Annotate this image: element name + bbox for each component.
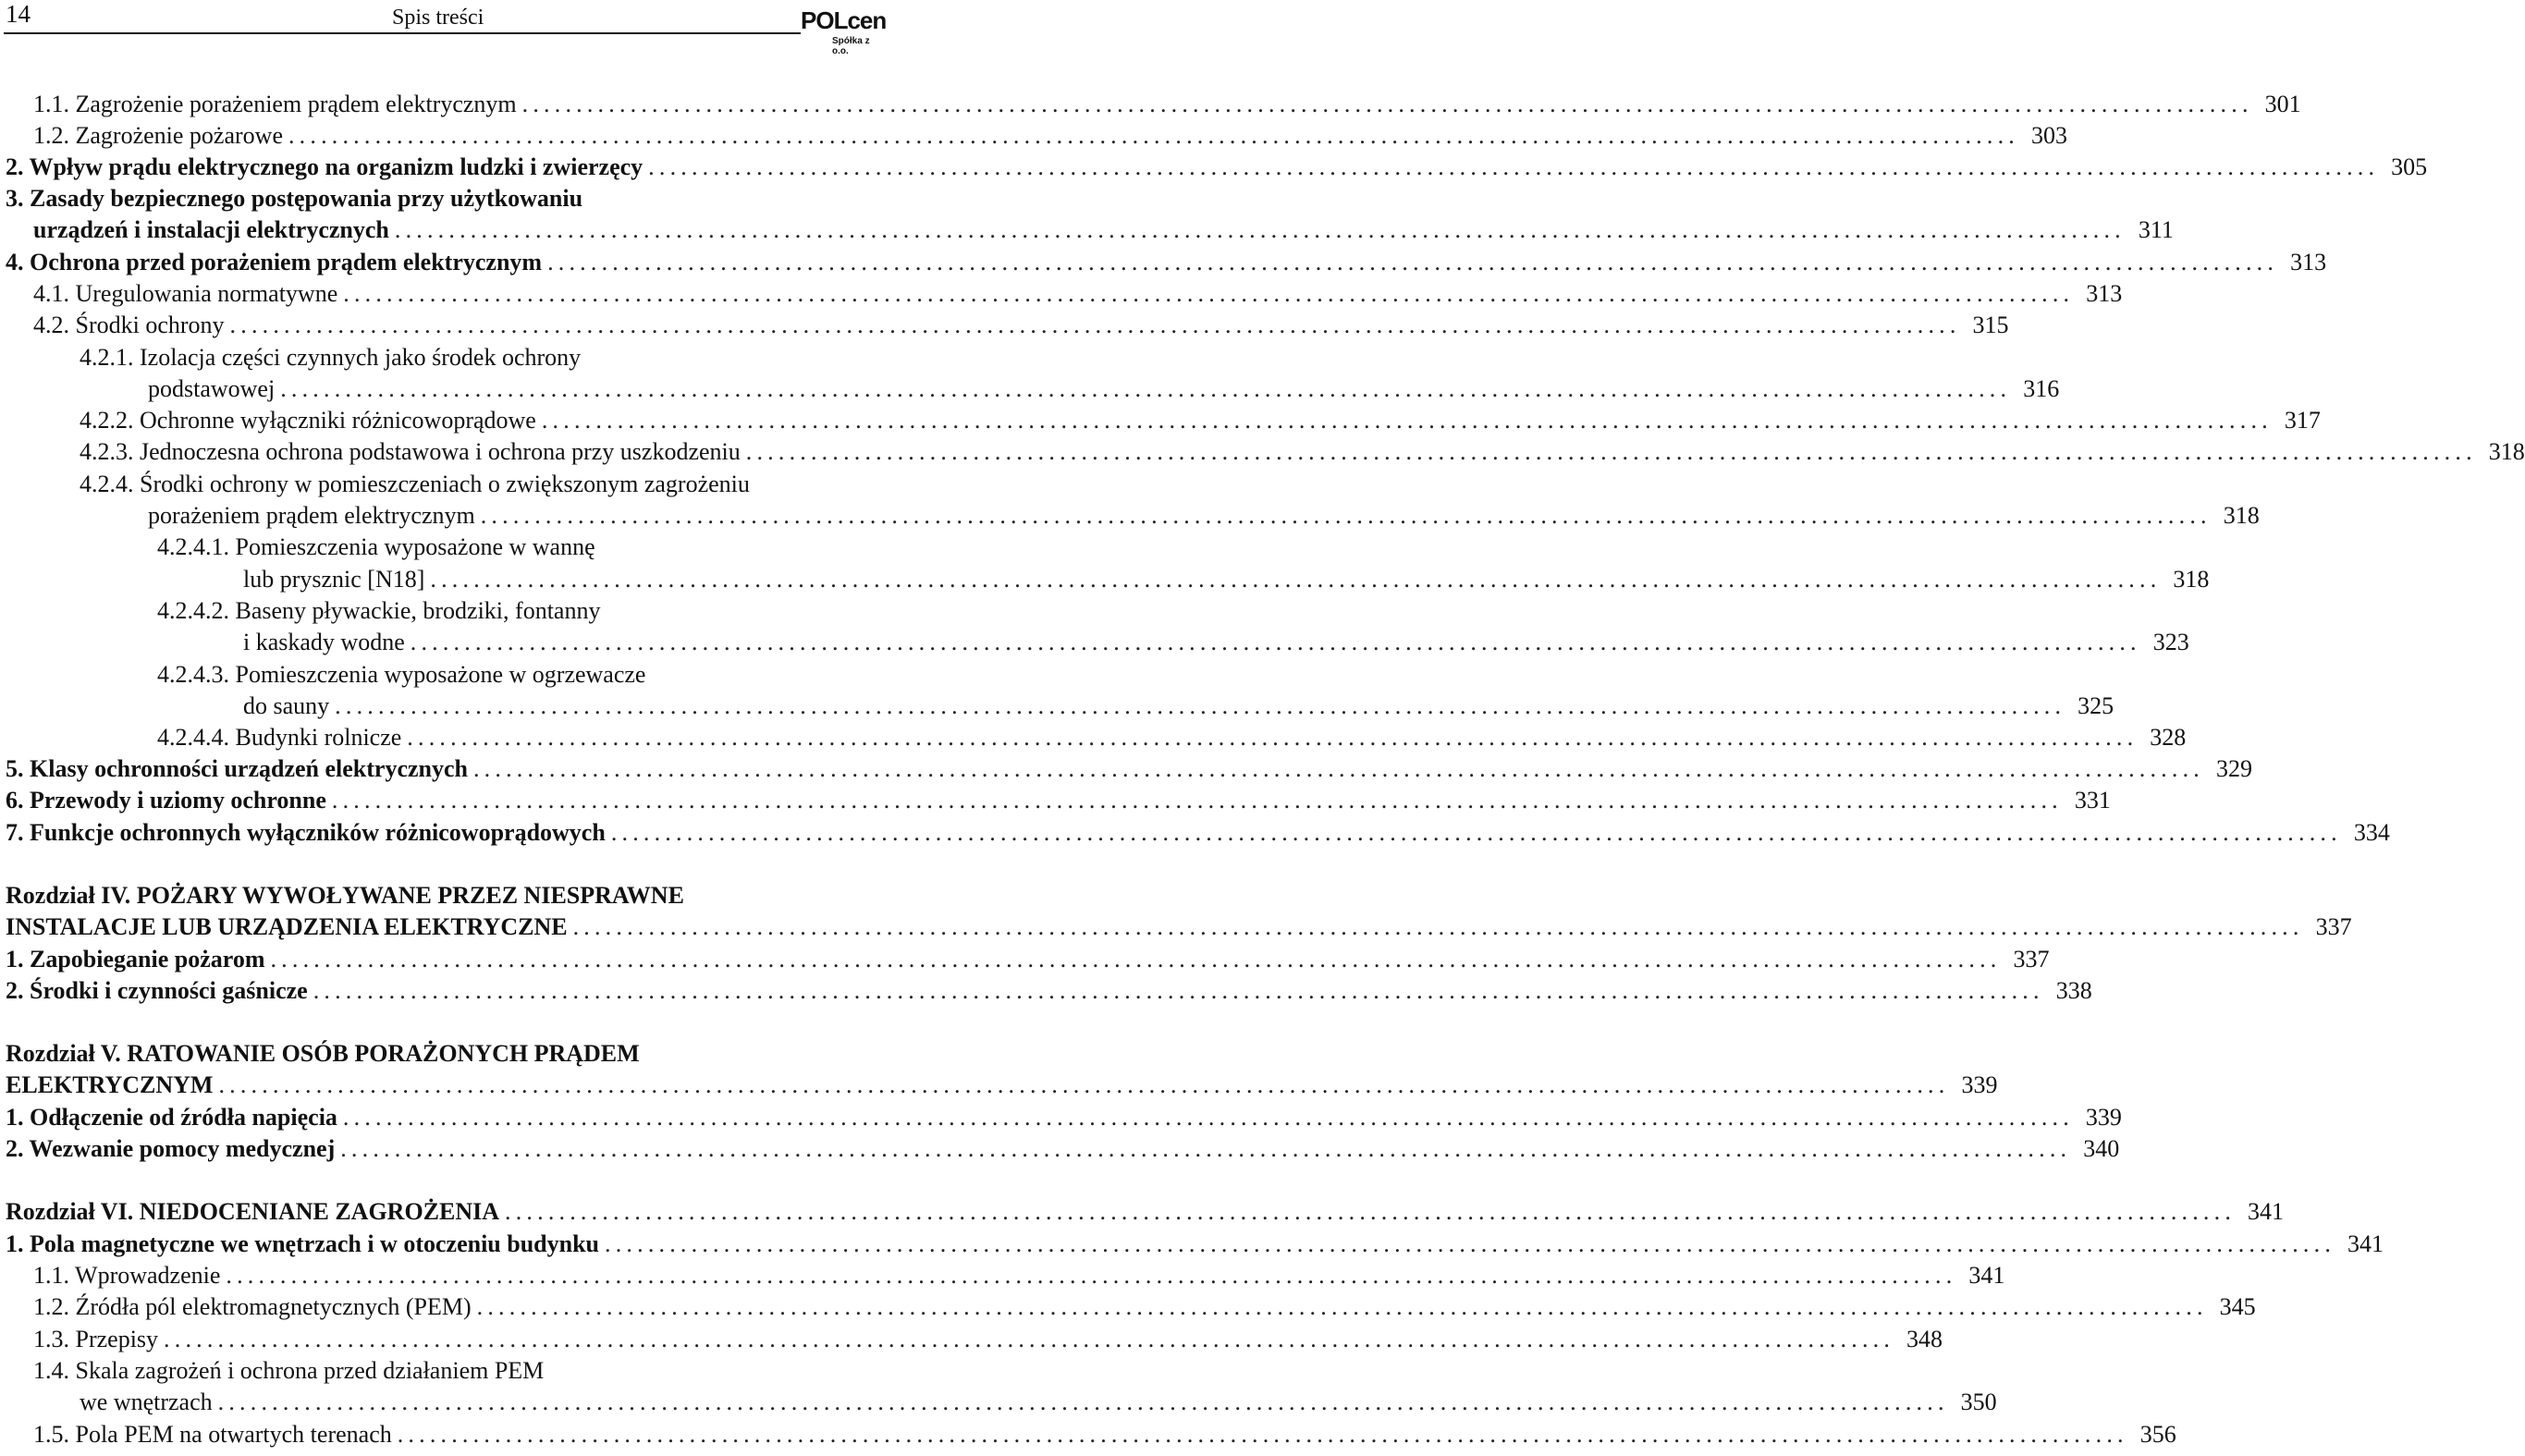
toc-entry-page: 356 bbox=[2139, 1421, 2176, 1448]
toc-entry-title: we wnętrzach bbox=[80, 1389, 213, 1415]
dot-leader: ................................................................................................................................................................ bbox=[397, 1421, 2128, 1448]
toc-entry-page: 313 bbox=[2290, 249, 2327, 275]
toc-entry-page: 334 bbox=[2353, 819, 2390, 846]
dot-leader: ................................................................................................................................................................ bbox=[480, 502, 2212, 529]
toc-entry-title: 4.2. Środki ochrony bbox=[33, 312, 225, 338]
toc-entry bbox=[6, 1102, 2122, 1133]
toc-entry bbox=[6, 753, 2252, 785]
toc-entry-page: 350 bbox=[1960, 1389, 1997, 1415]
toc-entry-page: 337 bbox=[2013, 946, 2050, 973]
dot-leader: ................................................................................................................................................................ bbox=[288, 122, 2019, 149]
toc-entry-title: INSTALACJE LUB URZĄDZENIA ELEKTRYCZNE bbox=[6, 913, 568, 940]
toc-entry bbox=[33, 1419, 2176, 1450]
toc-entry-title: 7. Funkcje ochronnych wyłączników różnicowoprądowych bbox=[6, 819, 606, 846]
dot-leader: ................................................................................................................................................................ bbox=[164, 1326, 1895, 1352]
toc-entry-page: 341 bbox=[2248, 1198, 2285, 1225]
toc-entry-title: 1.1. Wprowadzenie bbox=[33, 1262, 221, 1289]
dot-leader: ................................................................................................................................................................ bbox=[270, 946, 2002, 973]
toc-entry bbox=[6, 247, 2327, 278]
dot-leader: ................................................................................................................................................................ bbox=[335, 692, 2066, 719]
toc-entry-title: i kaskady wodne bbox=[243, 629, 405, 655]
toc-entry-title: 1.1. Zagrożenie porażeniem prądem elektrycznym bbox=[33, 91, 517, 117]
dot-leader: ................................................................................................................................................................ bbox=[605, 1230, 2336, 1257]
toc-entry bbox=[243, 691, 2114, 722]
dot-leader: ................................................................................................................................................................ bbox=[343, 280, 2075, 307]
toc-entry-title: 1. Pola magnetyczne we wnętrzach i w otoczeniu budynku bbox=[6, 1230, 600, 1257]
toc-entry-title: 4.2.2. Ochronne wyłączniki różnicowoprądowe bbox=[80, 407, 536, 434]
toc-entry bbox=[243, 627, 2189, 658]
toc-entry-title: urządzeń i instalacji elektrycznych bbox=[33, 216, 389, 243]
toc-entry-title: 1.3. Przepisy bbox=[33, 1326, 159, 1352]
toc-entry-page: 328 bbox=[2150, 724, 2187, 751]
toc-entry bbox=[148, 500, 2260, 532]
toc-entry-title: Rozdział VI. NIEDOCENIANE ZAGROŻENIA bbox=[6, 1198, 500, 1225]
toc-entry bbox=[6, 880, 882, 912]
dot-leader: ................................................................................................................................................................ bbox=[472, 755, 2204, 782]
toc-entry bbox=[33, 310, 2009, 341]
toc-entry bbox=[33, 89, 2301, 120]
toc-entry-title: 2. Wpływ prądu elektrycznego na organizm ludzki i zwierzęcy bbox=[6, 153, 644, 180]
header-rule bbox=[4, 32, 801, 34]
toc-entry-page: 318 bbox=[2488, 438, 2525, 465]
dot-leader: ................................................................................................................................................................ bbox=[648, 153, 2380, 180]
toc-entry-title: 4.1. Uregulowania normatywne bbox=[33, 280, 338, 307]
logo-text: POLcen bbox=[801, 6, 887, 34]
dot-leader: ................................................................................................................................................................ bbox=[521, 91, 2253, 117]
logo-subtext: Spółka z o.o. bbox=[832, 36, 870, 56]
toc-entry bbox=[6, 152, 2428, 183]
toc-entry bbox=[6, 944, 2050, 975]
publisher-logo bbox=[801, 6, 887, 56]
toc-entry bbox=[33, 1324, 1943, 1355]
toc-entry bbox=[6, 912, 2352, 943]
toc-entry bbox=[157, 595, 882, 627]
toc-entry bbox=[80, 436, 2525, 468]
dot-leader: ................................................................................................................................................................ bbox=[610, 819, 2342, 846]
toc-entry-page: 340 bbox=[2083, 1135, 2120, 1162]
toc-entry-title: 2. Środki i czynności gaśnicze bbox=[6, 977, 308, 1004]
toc-entry-page: 318 bbox=[2173, 566, 2210, 593]
dot-leader: ................................................................................................................................................................ bbox=[280, 375, 2012, 402]
toc-entry bbox=[6, 975, 2092, 1007]
toc-entry-page: 316 bbox=[2023, 375, 2060, 402]
dot-leader: ................................................................................................................................................................ bbox=[476, 1293, 2208, 1320]
toc-entry-page: 339 bbox=[2085, 1104, 2122, 1131]
toc-entry bbox=[6, 1070, 1998, 1101]
toc-entry bbox=[80, 469, 882, 500]
toc-entry bbox=[6, 817, 2390, 849]
toc-entry bbox=[243, 564, 2210, 595]
toc-entry-page: 325 bbox=[2078, 692, 2114, 719]
toc-entry-page: 303 bbox=[2030, 122, 2067, 149]
toc-entry bbox=[6, 1038, 882, 1070]
toc-entry bbox=[6, 785, 2111, 816]
toc-entry-title: 2. Wezwanie pomocy medycznej bbox=[6, 1135, 336, 1162]
toc-entry-title: Rozdział V. RATOWANIE OSÓB PORAŻONYCH PRĄDEM bbox=[6, 1040, 640, 1067]
toc-entry bbox=[6, 1133, 2120, 1165]
toc-entry bbox=[33, 278, 2123, 310]
toc-entry bbox=[33, 1291, 2256, 1323]
toc-entry bbox=[6, 183, 882, 214]
dot-leader: ................................................................................................................................................................ bbox=[342, 1104, 2074, 1131]
toc-entry bbox=[80, 405, 2321, 436]
toc-entry-page: 339 bbox=[1961, 1071, 1998, 1098]
toc-entry bbox=[6, 1229, 2384, 1260]
dot-leader: ................................................................................................................................................................ bbox=[217, 1389, 1949, 1415]
toc-entry-title: 6. Przewody i uziomy ochronne bbox=[6, 787, 326, 814]
toc-entry-page: 313 bbox=[2086, 280, 2123, 307]
toc-entry bbox=[157, 659, 882, 691]
dot-leader: ................................................................................................................................................................ bbox=[331, 787, 2063, 814]
dot-leader: ................................................................................................................................................................ bbox=[340, 1135, 2072, 1162]
toc-entry-title: 4. Ochrona przed porażeniem prądem elektrycznym bbox=[6, 249, 543, 275]
toc-entry-title: 4.2.3. Jednoczesna ochrona podstawowa i ochrona przy uszkodzeniu bbox=[80, 438, 741, 465]
toc-entry-page: 348 bbox=[1906, 1326, 1943, 1352]
toc-entry-title: 1.2. Źródła pól elektromagnetycznych (PEM) bbox=[33, 1293, 472, 1320]
toc-entry bbox=[157, 722, 2187, 753]
toc-entry-page: 323 bbox=[2152, 629, 2189, 655]
page-header bbox=[0, 0, 888, 55]
toc-entry bbox=[148, 373, 2060, 405]
dot-leader: ................................................................................................................................................................ bbox=[313, 977, 2044, 1004]
toc-entry bbox=[33, 120, 2067, 152]
toc-entry-title: Rozdział IV. POŻARY WYWOŁYWANE PRZEZ NIESPRAWNE bbox=[6, 882, 684, 909]
dot-leader: ................................................................................................................................................................ bbox=[218, 1071, 1950, 1098]
toc-entry-page: 337 bbox=[2315, 913, 2352, 940]
toc-entry bbox=[33, 214, 2174, 246]
dot-leader: ................................................................................................................................................................ bbox=[394, 216, 2126, 243]
toc-entry-title: 1.5. Pola PEM na otwartych terenach bbox=[33, 1421, 392, 1448]
toc-entry-title: do sauny bbox=[243, 692, 330, 719]
toc-entry-title: porażeniem prądem elektrycznym bbox=[148, 502, 475, 529]
running-title: Spis treści bbox=[392, 6, 484, 30]
toc-entry-page: 331 bbox=[2074, 787, 2111, 814]
toc-entry-title: 5. Klasy ochronności urządzeń elektrycznych bbox=[6, 755, 468, 782]
toc-entry-title: 4.2.4.1. Pomieszczenia wyposażone w wannę bbox=[157, 533, 595, 560]
toc-entry-page: 315 bbox=[1972, 312, 2009, 338]
dot-leader: ................................................................................................................................................................ bbox=[572, 913, 2304, 940]
toc-entry-page: 318 bbox=[2223, 502, 2260, 529]
toc-entry-title: lub prysznic [N18] bbox=[243, 566, 425, 593]
toc-entry-title: 1. Odłączenie od źródła napięcia bbox=[6, 1104, 337, 1131]
toc-entry-title: 1. Zapobieganie pożarom bbox=[6, 946, 265, 973]
toc-entry-page: 305 bbox=[2391, 153, 2428, 180]
dot-leader: ................................................................................................................................................................ bbox=[410, 629, 2141, 655]
toc-entry bbox=[33, 1260, 2005, 1291]
toc-entry-page: 341 bbox=[2347, 1230, 2384, 1257]
toc-entry-title: ELEKTRYCZNYM bbox=[6, 1071, 214, 1098]
toc-entry bbox=[157, 532, 882, 563]
toc-entry-page: 329 bbox=[2215, 755, 2252, 782]
dot-leader: ................................................................................................................................................................ bbox=[229, 312, 1961, 338]
toc-entry-page: 341 bbox=[1968, 1262, 2005, 1289]
toc-entry-title: 1.4. Skala zagrożeń i ochrona przed działaniem PEM bbox=[33, 1357, 545, 1384]
dot-leader: ................................................................................................................................................................ bbox=[407, 724, 2139, 751]
toc-entry-page: 317 bbox=[2284, 407, 2321, 434]
toc-entry-page: 311 bbox=[2138, 216, 2174, 243]
toc-entry-title: 3. Zasady bezpiecznego postępowania przy użytkowaniu bbox=[6, 185, 583, 212]
toc-entry bbox=[33, 1355, 882, 1387]
dot-leader: ................................................................................................................................................................ bbox=[541, 407, 2273, 434]
toc-entry-page: 345 bbox=[2219, 1293, 2256, 1320]
toc-entry-title: 4.2.4.2. Baseny pływackie, brodziki, fontanny bbox=[157, 597, 601, 624]
toc-entry-page: 338 bbox=[2055, 977, 2092, 1004]
dot-leader: ................................................................................................................................................................ bbox=[547, 249, 2279, 275]
dot-leader: ................................................................................................................................................................ bbox=[505, 1198, 2237, 1225]
toc-entry bbox=[80, 1387, 1997, 1418]
toc-entry bbox=[80, 342, 882, 373]
dot-leader: ................................................................................................................................................................ bbox=[430, 566, 2162, 593]
dot-leader: ................................................................................................................................................................ bbox=[745, 438, 2477, 465]
toc-entry-title: podstawowej bbox=[148, 375, 276, 402]
dot-leader: ................................................................................................................................................................ bbox=[226, 1262, 1957, 1289]
toc-entry-title: 4.2.4.4. Budynki rolnicze bbox=[157, 724, 402, 751]
toc-entry-title: 4.2.4. Środki ochrony w pomieszczeniach o zwiększonym zagrożeniu bbox=[80, 471, 750, 497]
toc-entry-page: 301 bbox=[2264, 91, 2301, 117]
toc-entry-title: 4.2.4.3. Pomieszczenia wyposażone w ogrzewacze bbox=[157, 661, 646, 688]
toc-entry-title: 1.2. Zagrożenie pożarowe bbox=[33, 122, 283, 149]
toc-entry-title: 4.2.1. Izolacja części czynnych jako środek ochrony bbox=[80, 344, 582, 371]
page-number: 14 bbox=[6, 0, 31, 28]
toc-entry bbox=[6, 1196, 2285, 1228]
